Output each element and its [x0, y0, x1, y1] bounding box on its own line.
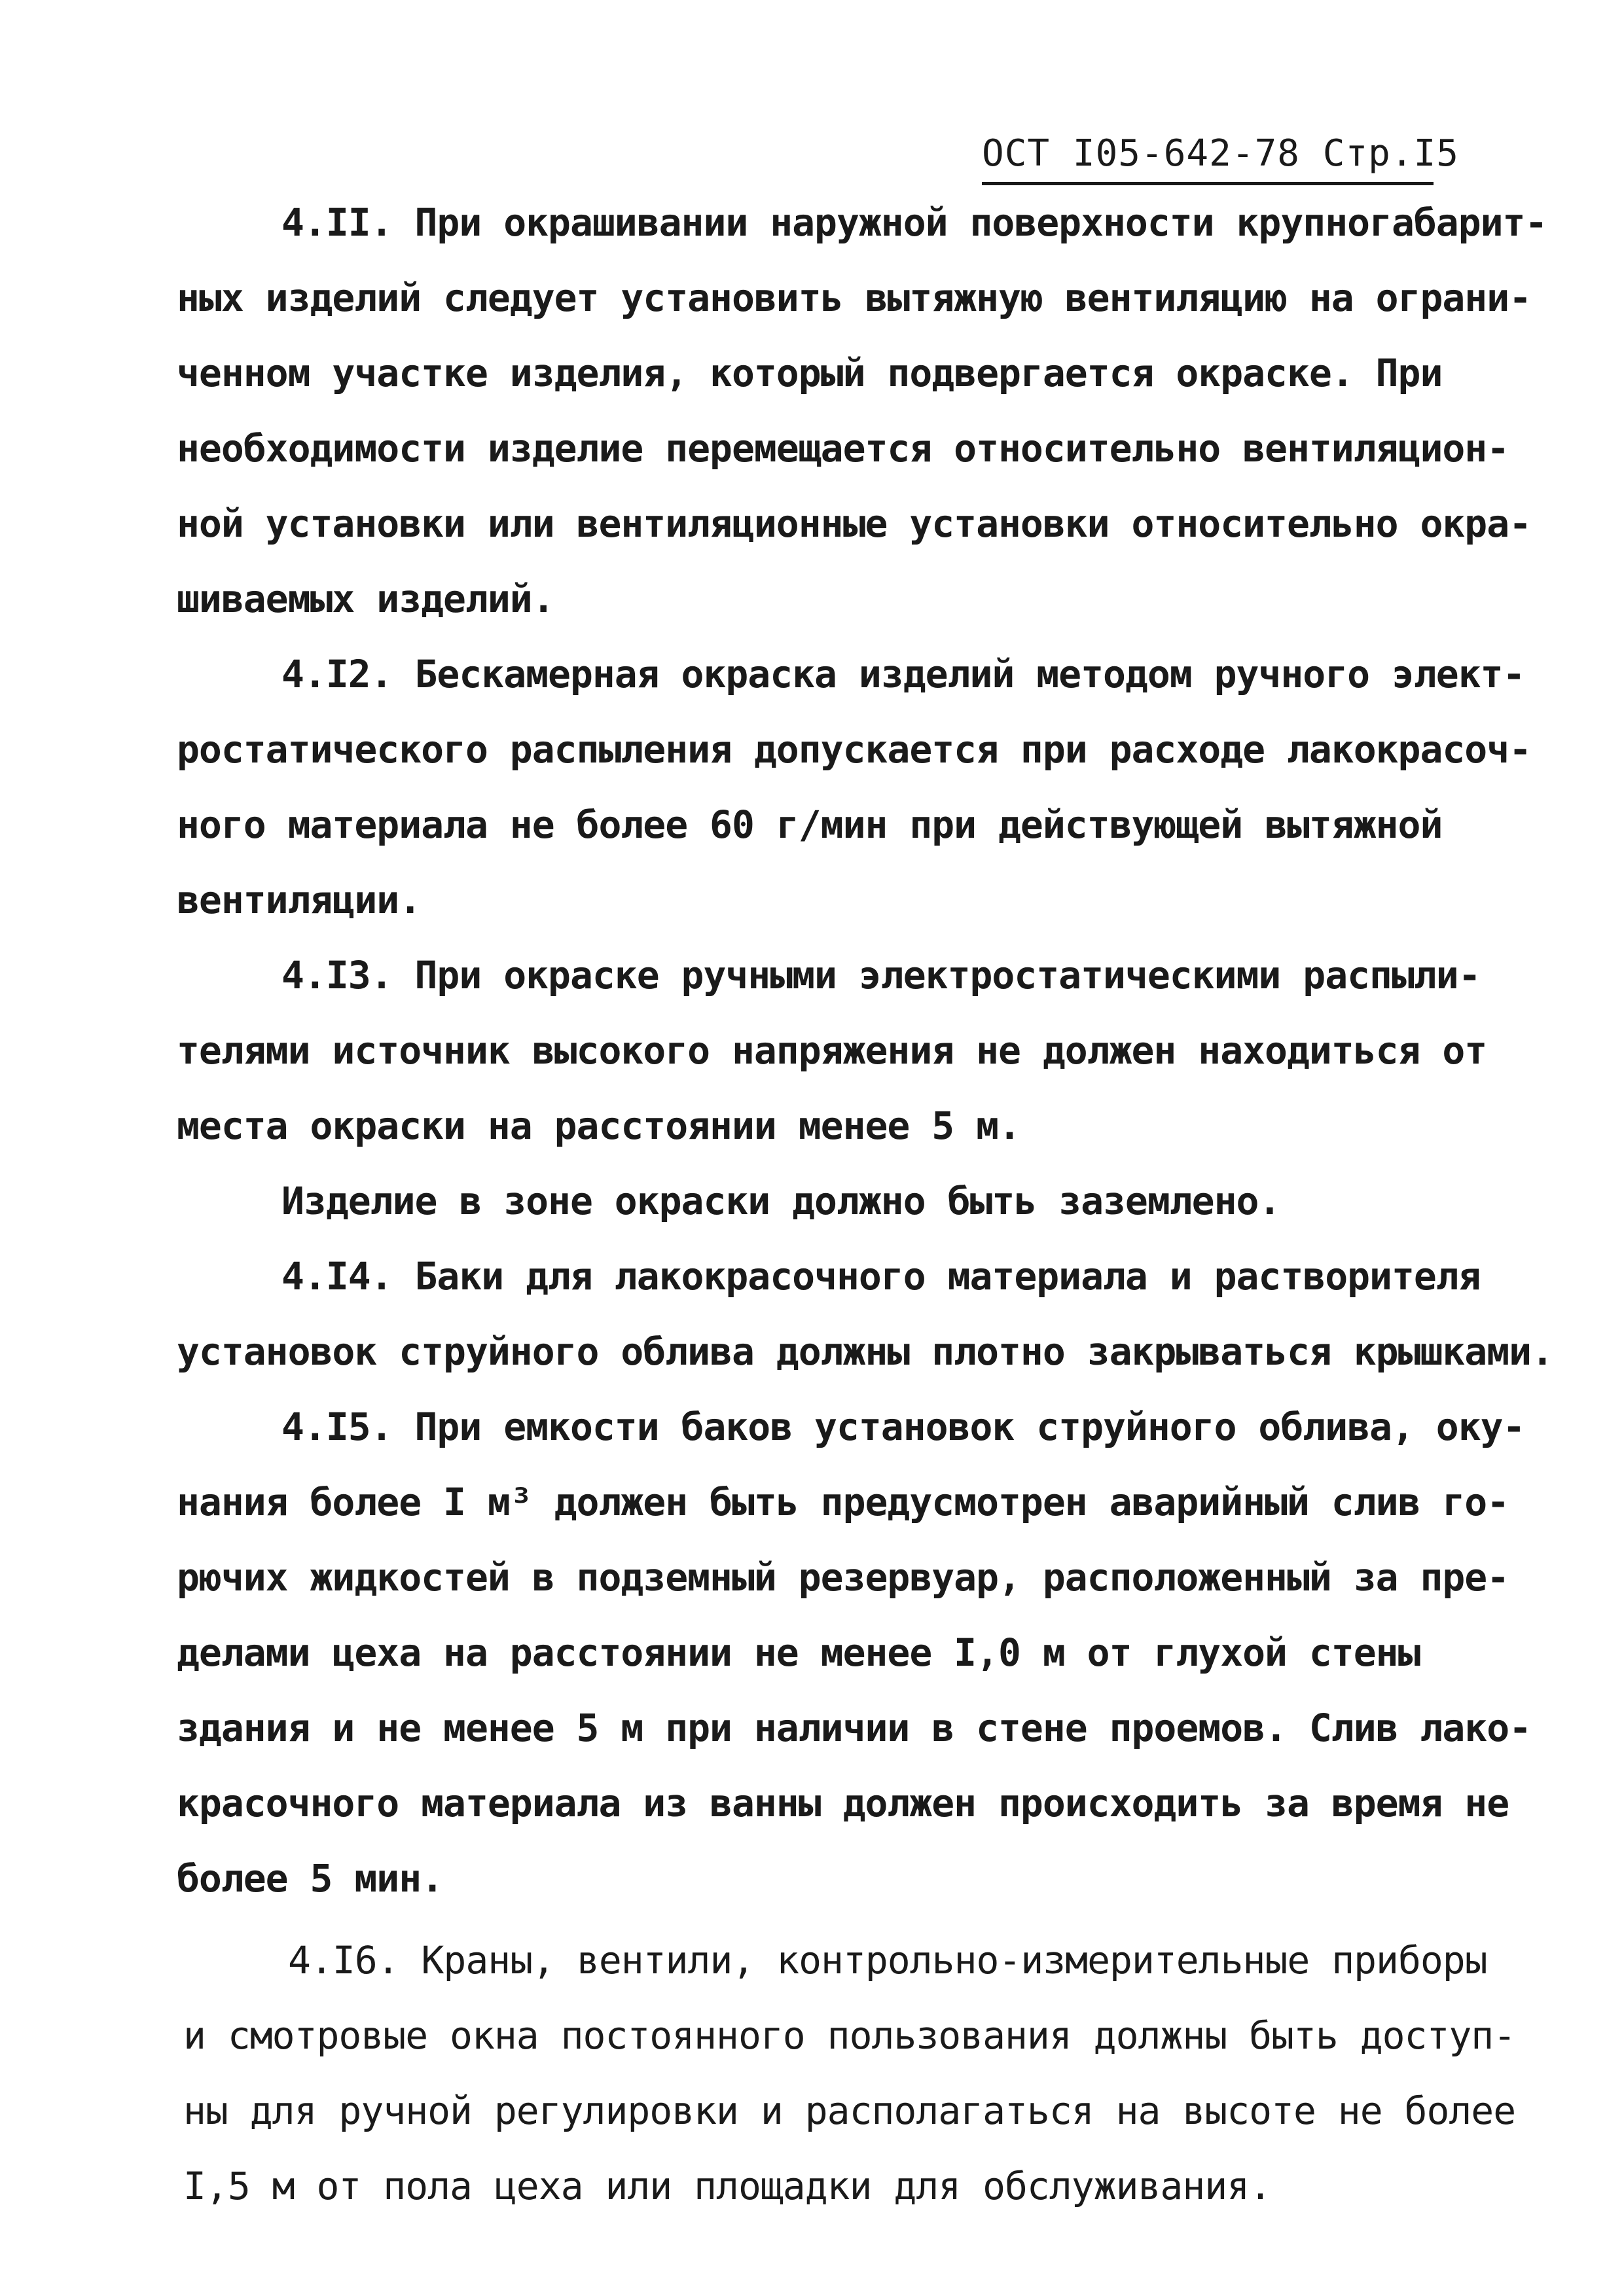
- text-line-16: установок струйного облива должны плотно закрываться крышками.: [177, 1329, 1553, 1374]
- text-line-20: делами цеха на расстоянии не менее I,0 м от глухой стены: [177, 1630, 1420, 1675]
- text-line-5: ной установки или вентиляционные установки относительно окра-: [177, 501, 1532, 546]
- text-line-7: 4.I2. Бескамерная окраска изделий методом ручного элект-: [281, 652, 1525, 696]
- text-line-19: рючих жидкостей в подземный резервуар, расположенный за пре-: [177, 1555, 1509, 1600]
- text-line-15: 4.I4. Баки для лакокрасочного материала и растворителя: [281, 1254, 1481, 1299]
- text-line-4: необходимости изделие перемещается относительно вентиляцион-: [177, 426, 1509, 471]
- text-line-10: вентиляции.: [177, 878, 422, 922]
- text-line-3: ченном участке изделия, который подвергается окраске. При: [177, 351, 1443, 395]
- text-line-26: ны для ручной регулировки и располагаться на высоте не более: [183, 2089, 1516, 2133]
- page-header: [982, 124, 1460, 183]
- text-line-8: ростатического распыления допускается при расходе лакокрасоч-: [177, 727, 1532, 772]
- text-line-21: здания и не менее 5 м при наличии в стене проемов. Слив лако-: [177, 1706, 1532, 1750]
- text-line-23: более 5 мин.: [177, 1856, 444, 1901]
- text-line-13: места окраски на расстоянии менее 5 м.: [177, 1103, 1020, 1148]
- text-line-27: I,5 м от пола цеха или площадки для обслуживания.: [183, 2164, 1272, 2208]
- text-line-25: и смотровые окна постоянного пользования должны быть доступ-: [183, 2013, 1516, 2058]
- text-line-1: 4.II. При окрашивании наружной поверхности крупногабарит-: [281, 200, 1547, 245]
- text-line-12: телями источник высокого напряжения не должен находиться от: [177, 1028, 1487, 1073]
- text-line-18: нания более I м³ должен быть предусмотрен аварийный слив го-: [177, 1480, 1509, 1524]
- text-line-24: 4.I6. Краны, вентили, контрольно-измерительные приборы: [288, 1938, 1487, 1982]
- document-code: ОСТ I05-642-78 Стр.I5: [982, 132, 1460, 175]
- text-line-14: Изделие в зоне окраски должно быть заземлено.: [281, 1179, 1281, 1223]
- header-underline: [982, 182, 1434, 185]
- text-line-2: ных изделий следует установить вытяжную вентиляцию на ограни-: [177, 276, 1532, 320]
- text-line-6: шиваемых изделий.: [177, 577, 554, 621]
- text-line-11: 4.I3. При окраске ручными электростатическими распыли-: [281, 953, 1481, 997]
- text-line-22: красочного материала из ванны должен происходить за время не: [177, 1781, 1509, 1825]
- text-line-9: ного материала не более 60 г/мин при действующей вытяжной: [177, 802, 1443, 847]
- text-line-17: 4.I5. При емкости баков установок струйного облива, оку-: [281, 1405, 1525, 1449]
